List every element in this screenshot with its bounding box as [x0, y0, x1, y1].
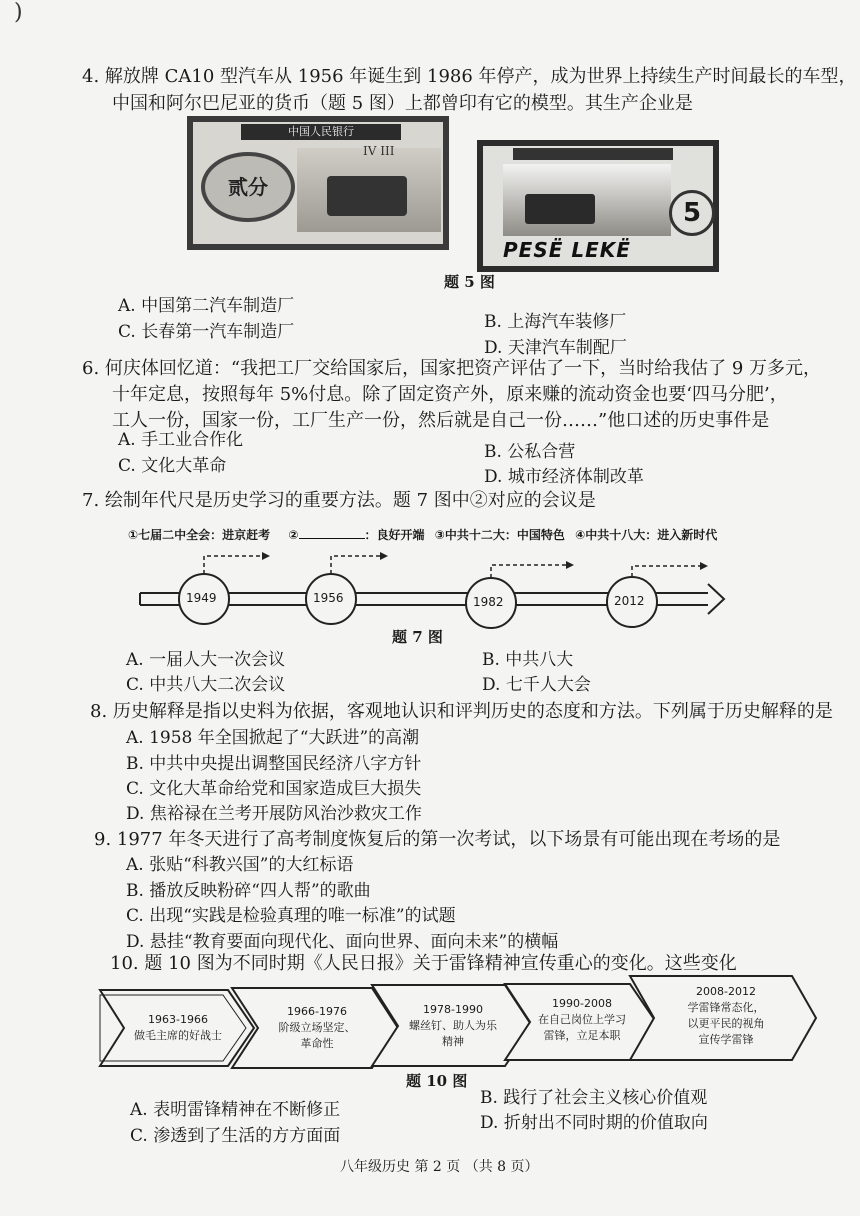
legend-item-1: ①七届二中全会：进京赶考 — [128, 528, 271, 542]
q7-option-c[interactable]: C. 中共八大二次会议 — [126, 675, 286, 695]
q5-option-d[interactable]: D. 天津汽车制配厂 — [484, 338, 627, 358]
q8-line1: 8. 历史解释是指以史料为依据，客观地认识和评判历史的态度和方法。下列属于历史解释的是 — [90, 701, 833, 722]
q8-option-d[interactable]: D. 焦裕禄在兰考开展防风治沙救灾工作 — [126, 804, 422, 824]
timeline-year-2012: 2012 — [614, 594, 645, 608]
timeline-year-1949: 1949 — [186, 591, 217, 605]
chevron-period: 1990-2008 — [552, 997, 612, 1010]
chevron-period: 2008-2012 — [696, 985, 756, 998]
chevron-desc: 以更平民的视角 — [687, 1017, 765, 1030]
chevron-1-text — [118, 1012, 238, 1044]
chevron-desc: 雷锋，立足本职 — [543, 1029, 621, 1042]
q4-line1: 4. 解放牌 CA10 型汽车从 1956 年诞生到 1986 年停产，成为世界上持续生产时间最长的车型， — [82, 66, 857, 87]
q4-line2: 中国和阿尔巴尼亚的货币（题 5 图）上都曾印有它的模型。其生产企业是 — [112, 93, 693, 114]
q5-caption: 题 5 图 — [444, 273, 495, 291]
q6-line2: 十年定息，按照每年 5%付息。除了固定资产外，原来赚的流动资金也要‘四马分肥’， — [112, 384, 788, 405]
legend-item-2-desc: ：良好开端 — [364, 528, 425, 542]
chevron-5-text — [656, 984, 796, 1048]
q8-option-a[interactable]: A. 1958 年全国掀起了“大跃进”的高潮 — [126, 728, 420, 748]
chevron-desc: 革命性 — [300, 1037, 334, 1050]
timeline-year-1956: 1956 — [313, 591, 344, 605]
q6-option-c[interactable]: C. 文化大革命 — [118, 456, 227, 476]
q10-line1: 10. 题 10 图为不同时期《人民日报》关于雷锋精神宣传重心的变化。这些变化 — [110, 953, 737, 974]
q10-option-c[interactable]: C. 渗透到了生活的方方面面 — [130, 1126, 341, 1146]
q9-option-a[interactable]: A. 张贴“科教兴国”的大红标语 — [126, 855, 354, 875]
q9-line1: 9. 1977 年冬天进行了高考制度恢复后的第一次考试，以下场景有可能出现在考场的是 — [94, 829, 781, 850]
chevron-period: 1978-1990 — [423, 1003, 483, 1016]
timeline-year-1982: 1982 — [473, 595, 504, 609]
q8-option-c[interactable]: C. 文化大革命给党和国家造成巨大损失 — [126, 779, 422, 799]
banknote-china-header: 中国人民银行 — [241, 124, 401, 140]
q5-option-a[interactable]: A. 中国第二汽车制造厂 — [118, 296, 295, 316]
timeline-node — [306, 552, 388, 624]
q7-line1: 7. 绘制年代尺是历史学习的重要方法。题 7 图中②对应的会议是 — [82, 490, 596, 511]
q10-option-a[interactable]: A. 表明雷锋精神在不断修正 — [130, 1100, 341, 1120]
corner-mark: ) — [14, 0, 23, 25]
chevron-desc: 在自己岗位上学习 — [538, 1013, 626, 1026]
q6-option-b[interactable]: B. 公私合营 — [484, 442, 576, 462]
chevron-desc: 精神 — [442, 1035, 464, 1048]
chevron-desc: 学雷锋常态化， — [687, 1001, 765, 1014]
legend-item-3: ③中共十二大：中国特色 — [434, 528, 565, 542]
chevron-2-text — [254, 1004, 380, 1052]
q9-option-c[interactable]: C. 出现“实践是检验真理的唯一标准”的试题 — [126, 906, 456, 926]
q7-option-b[interactable]: B. 中共八大 — [482, 650, 574, 670]
q8-option-b[interactable]: B. 中共中央提出调整国民经济八字方针 — [126, 754, 422, 774]
chevron-period: 1963-1966 — [148, 1013, 208, 1026]
q10-caption: 题 10 图 — [406, 1072, 468, 1090]
q7-option-d[interactable]: D. 七千人大会 — [482, 675, 591, 695]
q10-option-b[interactable]: B. 践行了社会主义核心价值观 — [480, 1088, 708, 1108]
timeline-node — [179, 552, 270, 624]
banknote-albania-value: 5 — [669, 190, 715, 236]
page-footer: 八年级历史 第 2 页 （共 8 页） — [340, 1159, 539, 1175]
q7-option-a[interactable]: A. 一届人大一次会议 — [126, 650, 286, 670]
q7-caption: 题 7 图 — [392, 628, 443, 646]
q6-option-d[interactable]: D. 城市经济体制改革 — [484, 467, 644, 487]
q6-line1: 6. 何庆体回忆道：“我把工厂交给国家后，国家把资产评估了一下，当时给我估了 9 万多元， — [82, 358, 821, 379]
chevron-desc: 做毛主席的好战士 — [134, 1029, 222, 1042]
q10-option-d[interactable]: D. 折射出不同时期的价值取向 — [480, 1113, 708, 1133]
chevron-desc: 螺丝钉、助人为乐 — [409, 1019, 497, 1032]
q9-option-b[interactable]: B. 播放反映粉碎“四人帮”的歌曲 — [126, 881, 371, 901]
legend-item-4: ④中共十八大：进入新时代 — [575, 528, 718, 542]
q6-line3: 工人一份，国家一份，工厂生产一份，然后就是自己一份……”他口述的历史事件是 — [112, 410, 770, 431]
chevron-4-text — [524, 996, 640, 1044]
q6-option-a[interactable]: A. 手工业合作化 — [118, 430, 244, 450]
chevron-3-text — [392, 1002, 514, 1050]
chevron-period: 1966-1976 — [287, 1005, 347, 1018]
banknote-china-value: 贰分 — [228, 175, 268, 199]
chevron-desc: 阶级立场坚定、 — [278, 1021, 356, 1034]
banknote-albania-label: PESË LEKË — [503, 238, 631, 262]
legend-item-2: ② — [288, 528, 299, 542]
banknote-china-roman: IV III — [363, 144, 395, 158]
chevron-desc: 宣传学雷锋 — [698, 1033, 754, 1046]
q5-option-b[interactable]: B. 上海汽车装修厂 — [484, 312, 627, 332]
q9-option-d[interactable]: D. 悬挂“教育要面向现代化、面向世界、面向未来”的横幅 — [126, 932, 559, 952]
q5-option-c[interactable]: C. 长春第一汽车制造厂 — [118, 322, 295, 342]
